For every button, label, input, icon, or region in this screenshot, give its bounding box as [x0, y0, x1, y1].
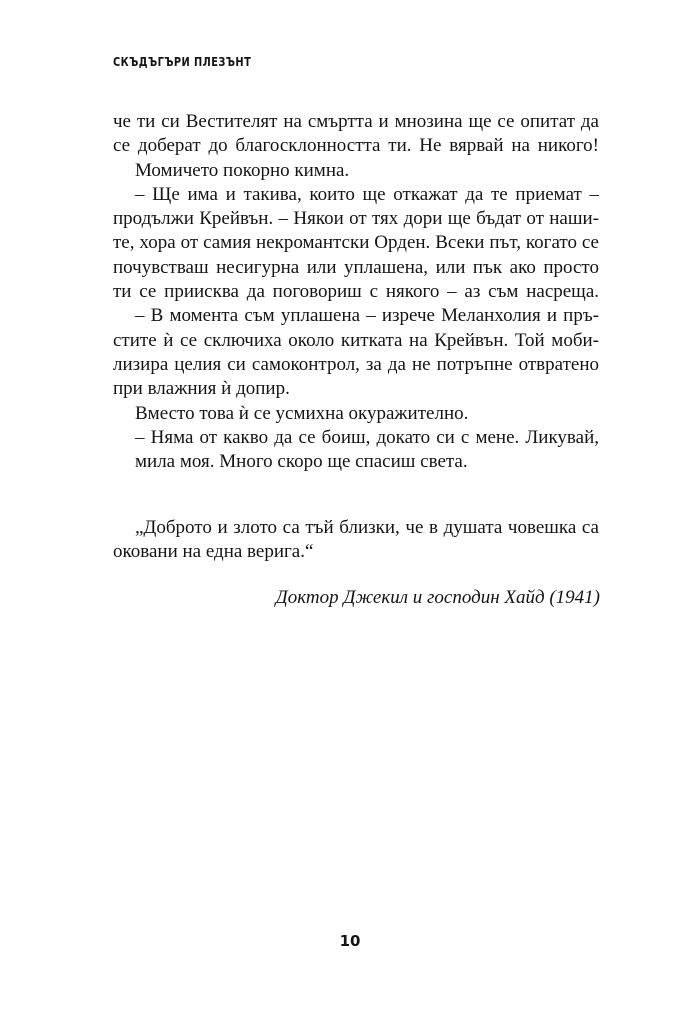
text-line: стите ѝ се сключиха около китката на Крейвън. Той моби- — [113, 329, 599, 351]
text-line: ти се приисква да поговориш с някого – аз съм насреща. — [113, 281, 599, 303]
page-number: 10 — [339, 932, 361, 950]
text-line: – Ще има и такива, които ще откажат да те приемат – — [135, 183, 599, 205]
text-line: Момичето покорно кимна. — [135, 159, 350, 181]
running-title: СКЪДЪГЪРИ ПЛЕЗЪНТ — [113, 55, 252, 69]
epigraph-attribution: Доктор Джекил и господин Хайд (1941) — [275, 587, 600, 608]
text-line: – Няма от какво да се боиш, докато си с мене. Ликувай, — [135, 426, 599, 448]
text-line: те, хора от самия некромантски Орден. Всеки път, когато се — [113, 232, 599, 254]
text-line: – В момента съм уплашена – изрече Меланхолия и пръ- — [135, 305, 599, 327]
epigraph-quote — [113, 516, 599, 565]
text-line: при влажния ѝ допир. — [113, 378, 290, 400]
text-line: че ти си Вестителят на смъртта и мнозина ще се опитат да — [113, 111, 599, 132]
text-line: Вместо това ѝ се усмихна окуражително. — [135, 402, 469, 424]
text-line: мила моя. Много скоро ще спасиш света. — [135, 451, 468, 473]
text-line: продължи Крейвън. – Някои от тях дори ще бъдат от наши- — [113, 208, 599, 230]
epigraph-line: „Доброто и злото са тъй близки, че в душата човешка са — [135, 517, 599, 538]
text-line: се доберат до благосклонността ти. Не вярвай на никого! — [113, 135, 599, 157]
body-text — [113, 110, 599, 474]
epigraph-line: оковани на една верига.“ — [113, 541, 314, 563]
text-line: почувстваш несигурна или уплашена, или пък ако просто — [113, 256, 599, 278]
text-line: лизира целия си самоконтрол, за да не потръпне отвратено — [113, 353, 599, 375]
